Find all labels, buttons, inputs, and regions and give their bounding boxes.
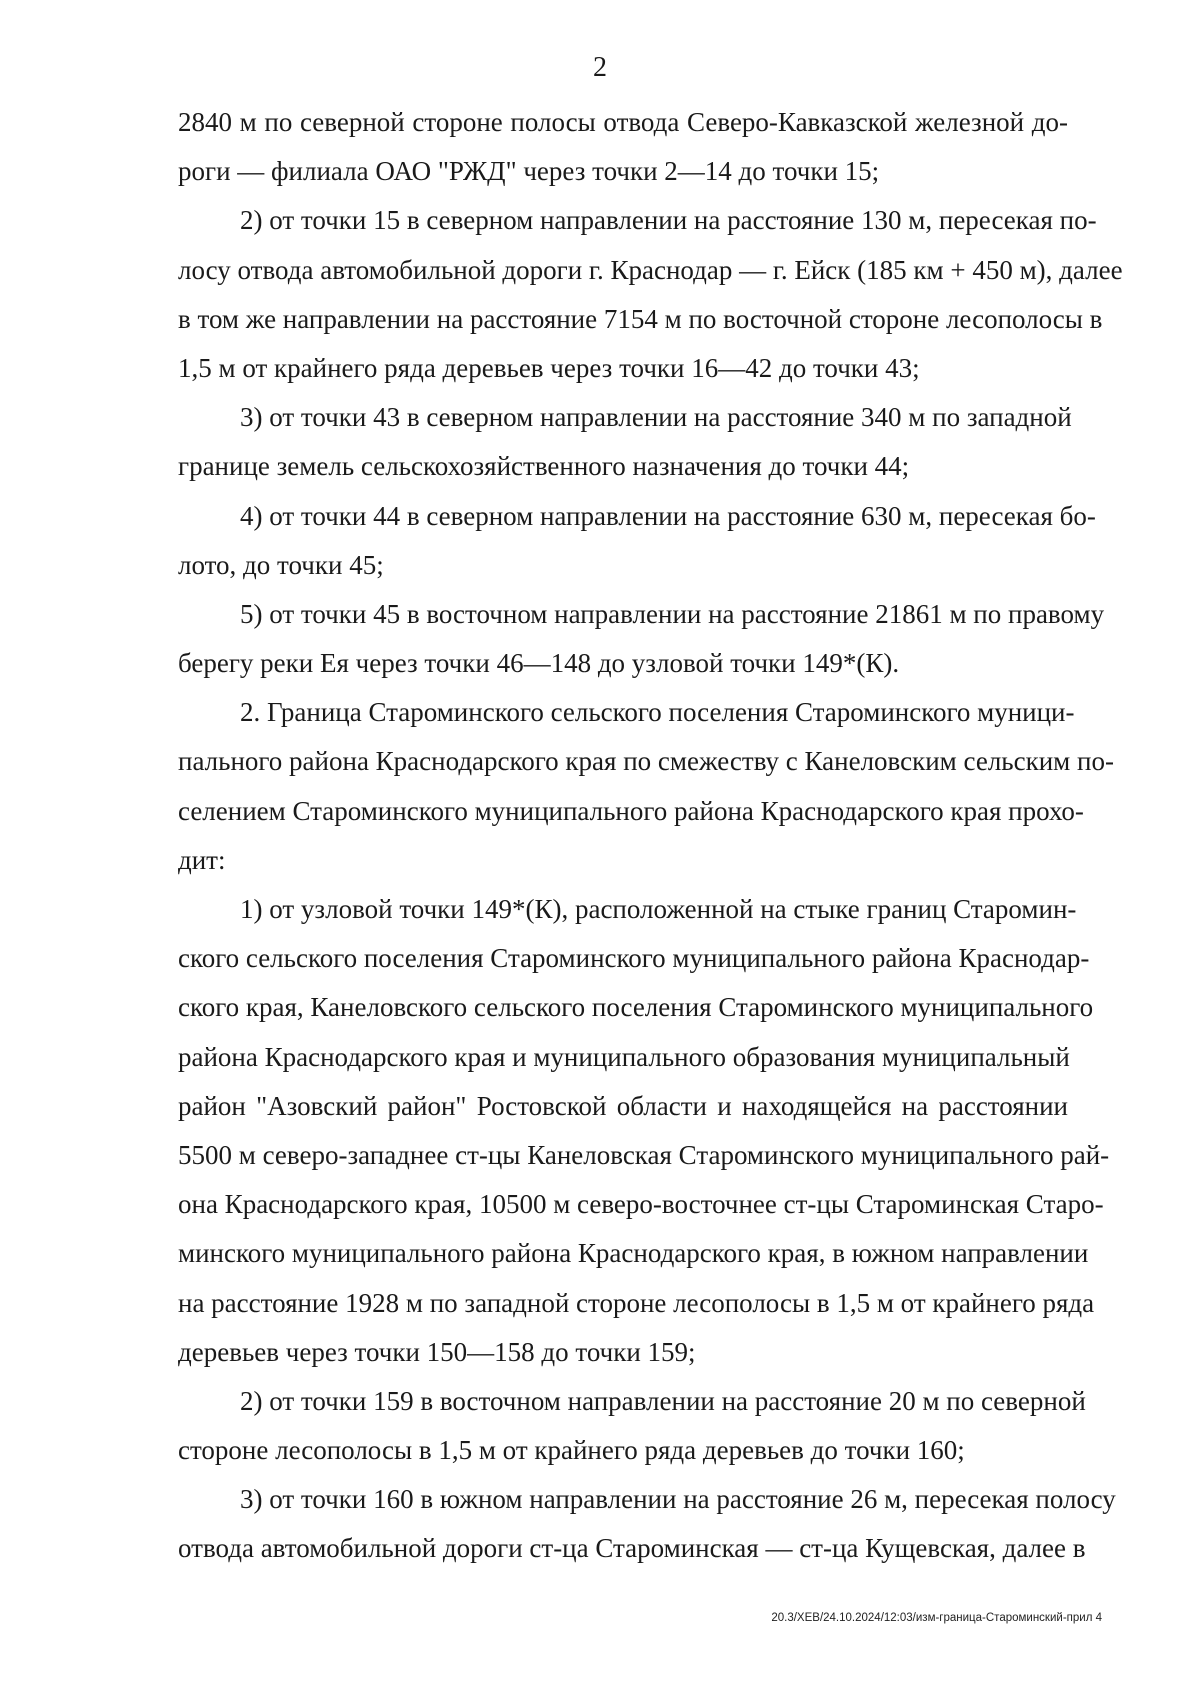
text-line: района Краснодарского края и муниципального образования муниципальный bbox=[178, 1041, 1070, 1072]
text-line: 3) от точки 160 в южном направлении на расстояние 26 м, пересекая полосу bbox=[240, 1484, 1116, 1515]
text-line: 4) от точки 44 в северном направлении на расстояние 630 м, пересекая бо- bbox=[240, 500, 1096, 531]
page-number: 2 bbox=[593, 52, 607, 83]
document-footer-code: 20.3/ХЕВ/24.10.2024/12:03/изм-граница-Староминский-прил 4 bbox=[771, 1612, 1102, 1624]
text-line: она Краснодарского края, 10500 м северо-восточнее ст-цы Староминская Старо- bbox=[178, 1189, 1104, 1220]
text-line: границе земель сельскохозяйственного назначения до точки 44; bbox=[178, 451, 910, 482]
text-line: 5) от точки 45 в восточном направлении на расстояние 21861 м по правому bbox=[240, 598, 1105, 629]
text-line: ского сельского поселения Староминского муниципального района Краснодар- bbox=[178, 943, 1090, 974]
text-line: отвода автомобильной дороги ст-ца Староминская — ст-ца Кущевская, далее в bbox=[178, 1533, 1086, 1564]
text-line: 2) от точки 159 в восточном направлении на расстояние 20 м по северной bbox=[240, 1385, 1086, 1416]
text-line: на расстояние 1928 м по западной стороне лесополосы в 1,5 м от крайнего ряда bbox=[178, 1287, 1095, 1318]
text-line: 3) от точки 43 в северном направлении на расстояние 340 м по западной bbox=[240, 402, 1072, 433]
text-line: в том же направлении на расстояние 7154 м по восточной стороне лесополосы в bbox=[178, 303, 1103, 334]
text-line: роги — филиала ОАО "РЖД" через точки 2—14 до точки 15; bbox=[178, 156, 880, 187]
text-line: район "Азовский район" Ростовской области и находящейся на расстоянии bbox=[178, 1090, 1068, 1121]
text-line: лосу отвода автомобильной дороги г. Краснодар — г. Ейск (185 км + 450 м), далее bbox=[178, 254, 1123, 285]
text-line: дит: bbox=[178, 844, 226, 875]
text-line: ского края, Канеловского сельского поселения Староминского муниципального bbox=[178, 992, 1094, 1023]
text-line: пального района Краснодарского края по смежеству с Канеловским сельским по- bbox=[178, 746, 1114, 777]
text-line: 2) от точки 15 в северном направлении на расстояние 130 м, пересекая по- bbox=[240, 205, 1097, 236]
text-line: минского муниципального района Краснодарского края, в южном направлении bbox=[178, 1238, 1089, 1269]
text-line: берегу реки Ея через точки 46—148 до узловой точки 149*(К). bbox=[178, 648, 900, 679]
text-line: 1,5 м от крайнего ряда деревьев через точки 16—42 до точки 43; bbox=[178, 352, 920, 383]
text-line: деревьев через точки 150—158 до точки 159; bbox=[178, 1336, 696, 1367]
text-line: селением Староминского муниципального района Краснодарского края прохо- bbox=[178, 795, 1084, 826]
text-line: стороне лесополосы в 1,5 м от крайнего ряда деревьев до точки 160; bbox=[178, 1435, 965, 1466]
text-line: 5500 м северо-западнее ст-цы Канеловская Староминского муниципального рай- bbox=[178, 1139, 1110, 1170]
text-line: лото, до точки 45; bbox=[178, 549, 384, 580]
text-line: 1) от узловой точки 149*(К), расположенной на стыке границ Старомин- bbox=[240, 894, 1077, 924]
text-line: 2840 м по северной стороне полосы отвода Северо-Кавказской железной до- bbox=[178, 107, 1068, 137]
document-body bbox=[178, 98, 1123, 1574]
text-line: 2. Граница Староминского сельского поселения Староминского муници- bbox=[240, 697, 1075, 728]
